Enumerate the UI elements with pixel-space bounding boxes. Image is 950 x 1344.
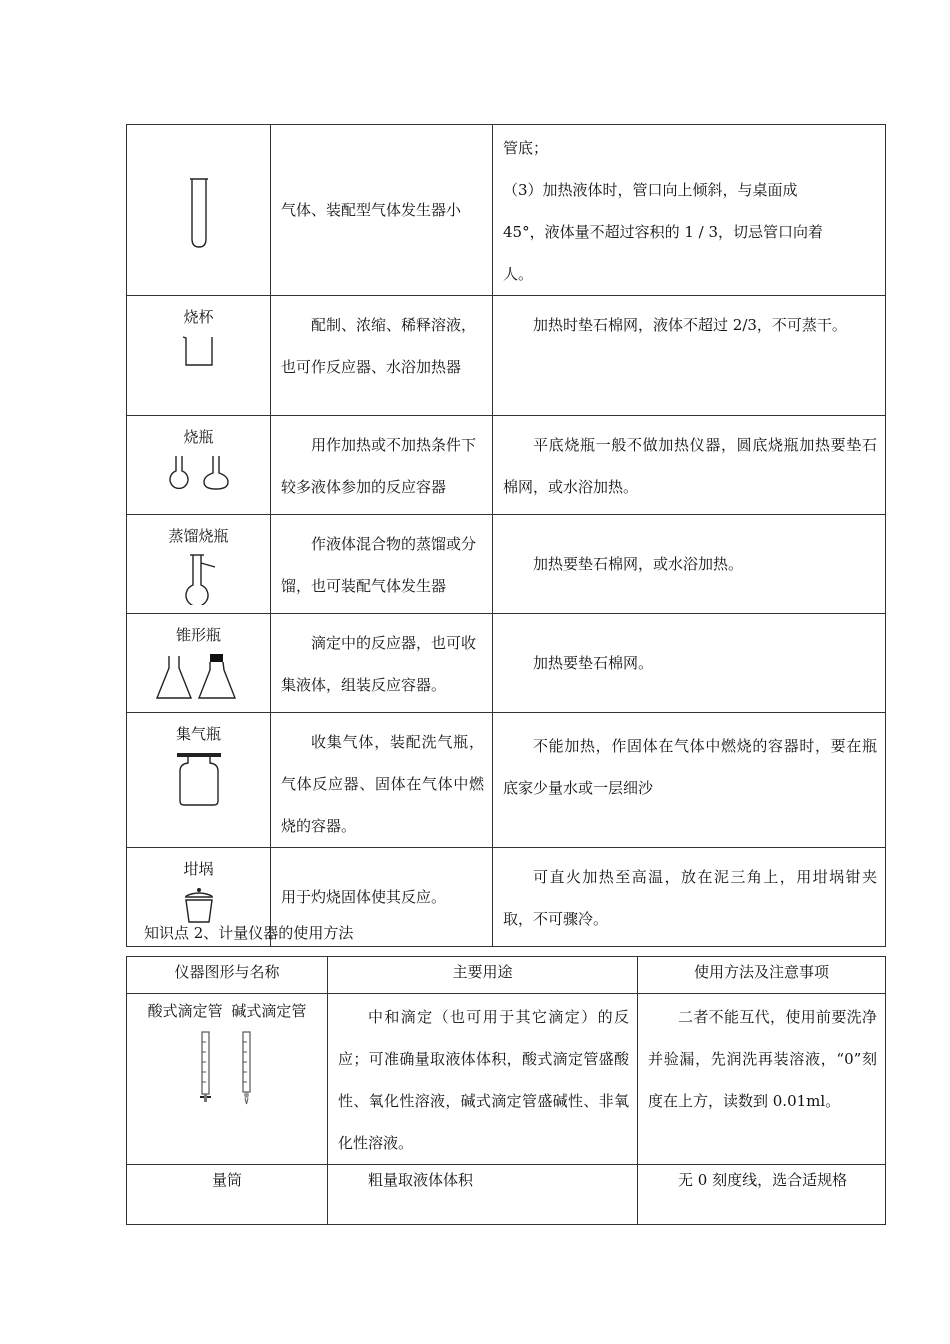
column-header: 使用方法及注意事项 — [638, 957, 886, 994]
column-header: 仪器图形与名称 — [127, 957, 328, 994]
instrument-name: 集气瓶 — [175, 725, 221, 743]
note-text: 加热时垫石棉网，液体不超过 2/3，不可蒸干。 — [533, 316, 847, 334]
instrument-image-cell — [127, 296, 271, 416]
notes-cell — [638, 1165, 886, 1225]
usage-cell — [328, 1165, 638, 1225]
usage-cell — [271, 125, 493, 296]
instrument-table-2 — [126, 956, 886, 1225]
beaker-icon — [181, 334, 217, 368]
table-row — [127, 1165, 886, 1225]
usage-cell — [328, 994, 638, 1165]
instrument-image-cell — [127, 614, 271, 713]
usage-text: 滴定中的反应器，也可收集液体，组装反应容器。 — [281, 634, 477, 694]
distilling-flask-icon — [179, 553, 219, 605]
usage-cell — [271, 713, 493, 848]
instrument-name: 量筒 — [211, 1171, 242, 1189]
usage-text: 气体、装配型气体发生器小 — [281, 201, 462, 219]
notes-cell — [493, 848, 886, 947]
column-header: 主要用途 — [328, 957, 638, 994]
note-text: 无 0 刻度线，选合适规格 — [678, 1171, 848, 1189]
table-row — [127, 125, 886, 296]
usage-text: 作液体混合物的蒸馏或分馏，也可装配气体发生器 — [281, 535, 477, 595]
usage-cell — [271, 515, 493, 614]
section-caption: 知识点 2、计量仪器的使用方法 — [144, 924, 354, 942]
instrument-image-cell — [127, 416, 271, 515]
instrument-image-cell — [127, 1165, 328, 1225]
usage-text: 粗量取液体体积 — [368, 1171, 474, 1189]
notes-cell — [493, 296, 886, 416]
usage-cell — [271, 296, 493, 416]
notes-cell — [638, 994, 886, 1165]
table-row — [127, 713, 886, 848]
instrument-table-1 — [126, 124, 886, 947]
usage-text: 收集气体，装配洗气瓶，气体反应器、固体在气体中燃烧的容器。 — [281, 733, 484, 835]
table-row — [127, 515, 886, 614]
usage-text: 用于灼烧固体使其反应。 — [281, 888, 447, 906]
usage-text: 配制、浓缩、稀释溶液，也可作反应器、水浴加热器 — [281, 316, 477, 376]
erlenmeyer-flask-icon — [155, 652, 243, 702]
instrument-name: 烧杯 — [183, 308, 214, 326]
note-text: 平底烧瓶一般不做加热仪器，圆底烧瓶加热要垫石棉网，或水浴加热。 — [503, 436, 877, 496]
note-line: 人。 — [503, 265, 534, 283]
table-row — [127, 416, 886, 515]
note-text: 可直火加热至高温，放在泥三角上，用坩埚钳夹取，不可骤冷。 — [503, 868, 877, 928]
usage-cell — [271, 614, 493, 713]
table-row — [127, 296, 886, 416]
notes-cell — [493, 614, 886, 713]
note-text: 加热要垫石棉网，或水浴加热。 — [533, 555, 744, 573]
crucible-icon — [182, 886, 216, 926]
note-text: 不能加热，作固体在气体中燃烧的容器时，要在瓶底家少量水或一层细沙 — [503, 737, 877, 797]
instrument-image-cell — [127, 994, 328, 1165]
usage-cell — [271, 416, 493, 515]
note-line: 45°，液体量不超过容积的 1 / 3，切忌管口向着 — [503, 223, 824, 241]
notes-cell — [493, 416, 886, 515]
instrument-name: 酸式滴定管 碱式滴定管 — [147, 1002, 307, 1020]
note-line: 管底； — [503, 139, 549, 157]
instrument-image-cell — [127, 713, 271, 848]
note-line: （3）加热液体时，管口向上倾斜，与桌面成 — [503, 181, 798, 199]
instrument-name: 烧瓶 — [183, 428, 214, 446]
flask-icon — [168, 454, 230, 492]
instrument-image-cell — [127, 125, 271, 296]
table-row — [127, 994, 886, 1165]
note-text: 二者不能互代，使用前要洗净并验漏，先润洗再装溶液，“0”刻度在上方，读数到 0.01ml。 — [648, 1008, 877, 1110]
usage-text: 用作加热或不加热条件下较多液体参加的反应容器 — [281, 436, 477, 496]
instrument-name: 蒸馏烧瓶 — [168, 527, 229, 545]
notes-cell — [493, 515, 886, 614]
table-row — [127, 614, 886, 713]
burette-icon — [197, 1028, 257, 1108]
instrument-name: 锥形瓶 — [175, 626, 221, 644]
usage-text: 中和滴定（也可用于其它滴定）的反应；可准确量取液体体积，酸式滴定管盛酸性、氧化性溶液，碱式滴定管盛碱性、非氧化性溶液。 — [338, 1008, 629, 1152]
table-header-row — [127, 957, 886, 994]
test-tube-icon — [189, 177, 209, 249]
instrument-image-cell — [127, 515, 271, 614]
note-text: 加热要垫石棉网。 — [533, 654, 654, 672]
notes-cell — [493, 125, 886, 296]
notes-cell — [493, 713, 886, 848]
gas-jar-icon — [176, 751, 222, 807]
instrument-name: 坩埚 — [183, 860, 214, 878]
